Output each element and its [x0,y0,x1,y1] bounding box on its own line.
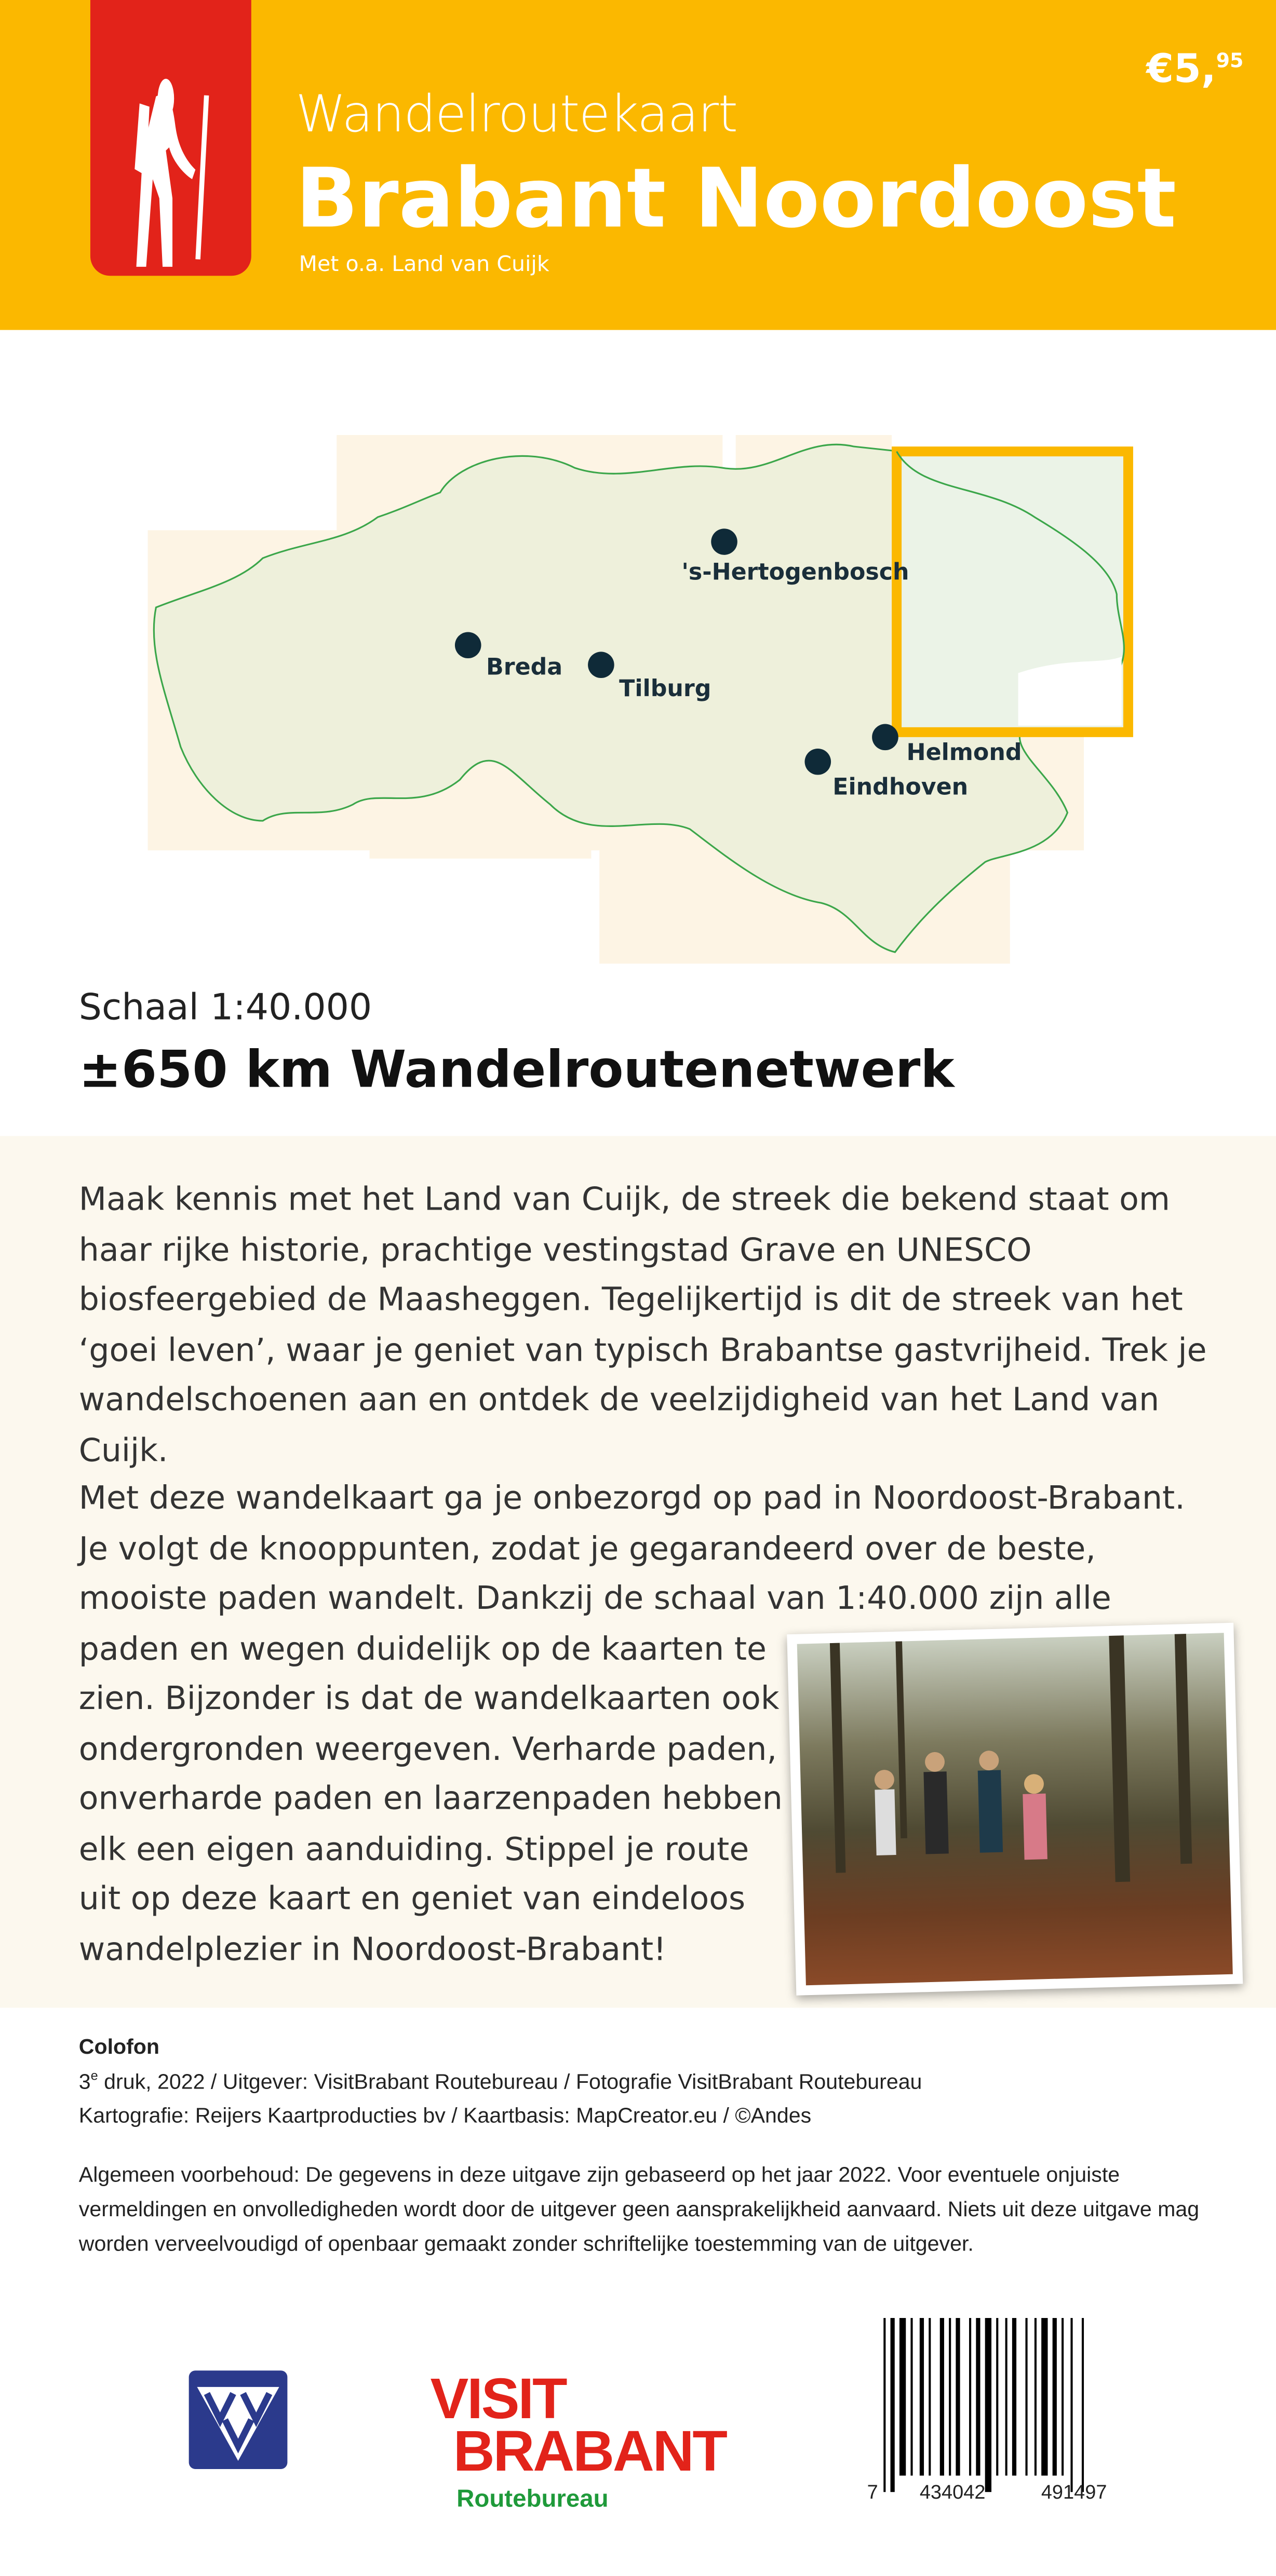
barcode-bar [1062,2318,1064,2476]
barcode-bar [910,2318,912,2476]
barcode-bar [1025,2318,1027,2476]
city-label: Helmond [906,740,1022,767]
city-label: Breda [486,655,563,682]
barcode-bar [976,2318,980,2476]
barcode-bar [1005,2318,1008,2476]
barcode-bar [940,2318,944,2476]
barcode [867,2315,1166,2504]
barcode-bar [956,2318,960,2476]
barcode-bar [1070,2318,1072,2492]
network-length: ±650 km Wandelroutenetwerk [78,1040,955,1100]
barcode-bar [1053,2318,1057,2476]
series-name: Wandelroutekaart [296,85,737,145]
barcode-digits-left: 434042 [919,2481,986,2503]
barcode-bar [920,2318,924,2476]
city-label: 's-Hertogenbosch [681,560,909,586]
vvv-logo [189,2370,288,2469]
city-label: Tilburg [619,676,711,703]
city-dot [711,528,737,555]
routebureau-label: Routebureau [456,2485,609,2514]
barcode-bar [891,2318,895,2492]
text-line: wandelplezier in Noordoost-Brabant! [78,1930,666,1968]
city-dot [872,724,898,751]
text-line: Je volgt de knooppunten, zodat je gegarandeerd over de beste, [78,1529,1096,1567]
barcode-bar [1041,2318,1047,2476]
price [1146,46,1243,92]
barcode-bar [1012,2318,1016,2476]
text-line: elk een eigen aanduiding. Stippel je route [78,1829,749,1868]
barcode-bar [996,2318,998,2476]
barcode-bar [883,2318,885,2492]
colofon-text: druk, 2022 / Uitgever: VisitBrabant Routebureau / Fotografie VisitBrabant Routebureau [98,2069,922,2094]
text-line: ondergronden weergeven. Verharde paden, [78,1729,777,1768]
barcode-bar [969,2318,971,2476]
colofon-heading: Colofon [78,2033,160,2059]
barcode-bar [929,2318,931,2476]
barcode-bar [1082,2318,1084,2492]
hiking-tab [90,0,251,276]
city-label: Eindhoven [832,775,969,802]
city-dot [455,632,481,658]
visit-brabant-logo-brabant: BRABANT [453,2420,726,2484]
colofon-line: Kartografie: Reijers Kaartproducties bv / Kaartbasis: MapCreator.eu / ©Andes [78,2103,812,2128]
text-line: mooiste paden wandelt. Dankzij de schaal van 1:40.000 zijn alle [78,1579,1111,1617]
barcode-bar [985,2318,991,2492]
visit-brabant-logo-visit: VISIT [430,2367,566,2432]
disclaimer: Algemeen voorbehoud: De gegevens in deze uitgave zijn gebaseerd op het jaar 2022. Voor eventuele onjuiste vermeldingen en onvolledigheden wordt door de uitgever geen aansprakelijkheid aanvaard. Niets uit deze uitgave mag worden verveelvoudigd of openbaar gemaakt zonder schriftelijke toestemming van de uitgever. [78,2162,1200,2256]
hiker-icon [90,0,251,276]
edition-number: 3 [78,2069,91,2094]
map-scale: Schaal 1:40.000 [78,988,372,1029]
map-title: Brabant Noordoost [296,151,1177,247]
text-line: onverharde paden en laarzenpaden hebben [78,1779,783,1818]
barcode-digits-right: 491497 [1041,2481,1107,2503]
price-cents: 95 [1216,49,1244,73]
barcode-bar [949,2318,951,2476]
colofon-line [79,2068,922,2093]
city-dot [588,652,614,678]
price-main: €5, [1146,46,1216,92]
barcode-bar [1035,2318,1037,2476]
barcode-bar [899,2318,906,2476]
family-walking-photo [787,1623,1243,1996]
text-line: Met deze wandelkaart ga je onbezorgd op pad in Noordoost-Brabant. [78,1479,1185,1517]
intro-paragraph: Maak kennis met het Land van Cuijk, de streek die bekend staat om haar rijke historie, prachtige vestingstad Grave en UNESCO biosfeergebied de Maasheggen. Tegelijkertijd is dit de streek van het ‘goei leven’, waar je geniet van typisch Brabantse gastvrijheid. Trek je wandelschoenen aan en ontdek de veelzijdigheid van het Land van Cuijk. [78,1180,1207,1469]
edition-suffix: e [90,2068,98,2083]
text-line: zien. Bijzonder is dat de wandelkaarten ook [78,1679,780,1717]
barcode-digit: 7 [867,2481,878,2503]
map-subtitle: Met o.a. Land van Cuijk [299,252,549,278]
city-dot [804,749,831,775]
text-line: paden en wegen duidelijk op de kaarten te [78,1629,767,1667]
text-line: uit op deze kaart en geniet van eindeloos [78,1879,746,1918]
